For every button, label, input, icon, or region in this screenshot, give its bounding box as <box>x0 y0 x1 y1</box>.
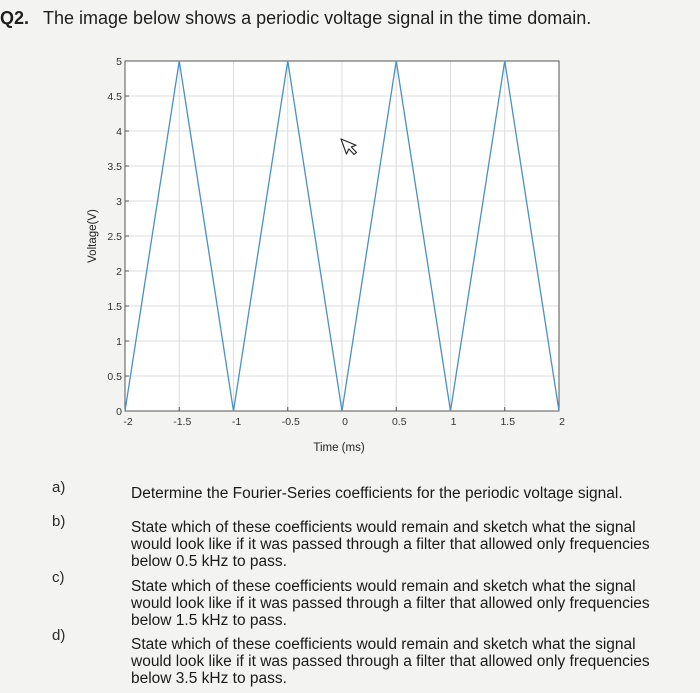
x-tick-label: 0.5 <box>391 416 407 428</box>
x-tick-label: 1 <box>450 416 457 428</box>
x-tick-label: -1 <box>231 416 242 428</box>
y-tick-label: 3 <box>116 196 122 208</box>
y-tick-label: 1.5 <box>107 301 122 313</box>
part-d-label: d) <box>52 627 66 644</box>
y-tick-label: 2.5 <box>107 231 122 243</box>
x-tick-label: -0.5 <box>281 416 300 428</box>
y-tick-label: 4.5 <box>107 91 122 103</box>
y-axis-label: Voltage(V) <box>87 209 99 263</box>
y-tick-label: 0.5 <box>107 371 122 383</box>
x-axis-label: Time (ms) <box>313 442 365 454</box>
y-tick-label: 5 <box>116 56 122 68</box>
part-a-label: a) <box>52 479 66 496</box>
part-c-text: State which of these coefficients would remain and sketch what the signal would look like if it was passed through a filter that allowed only frequencies below 1.5 kHz to pass. <box>131 578 650 629</box>
x-tick-label: -1.5 <box>173 416 192 428</box>
x-tick-label: -2 <box>123 416 133 428</box>
x-tick-label: 1.5 <box>500 416 516 428</box>
part-c-label: c) <box>52 569 65 586</box>
x-tick-label: 2 <box>559 416 565 428</box>
part-a-text: Determine the Fourier-Series coefficients for the periodic voltage signal. <box>131 485 623 502</box>
y-tick-label: 1 <box>116 336 122 348</box>
part-b-text: State which of these coefficients would remain and sketch what the signal would look like if it was passed through a filter that allowed only frequencies below 0.5 kHz to pass. <box>131 519 650 570</box>
question-text: The image below shows a periodic voltage signal in the time domain. <box>43 8 592 28</box>
y-tick-label: 2 <box>116 266 122 278</box>
y-tick-label: 4 <box>116 126 122 138</box>
question-number: Q2. <box>0 8 30 28</box>
x-tick-label: 0 <box>342 416 348 428</box>
y-tick-label: 3.5 <box>107 161 122 173</box>
part-b-label: b) <box>52 513 66 530</box>
part-d-text: State which of these coefficients would remain and sketch what the signal would look like if it was passed through a filter that allowed only frequencies below 3.5 kHz to pass. <box>131 636 650 687</box>
y-tick-label: 0 <box>116 406 122 418</box>
